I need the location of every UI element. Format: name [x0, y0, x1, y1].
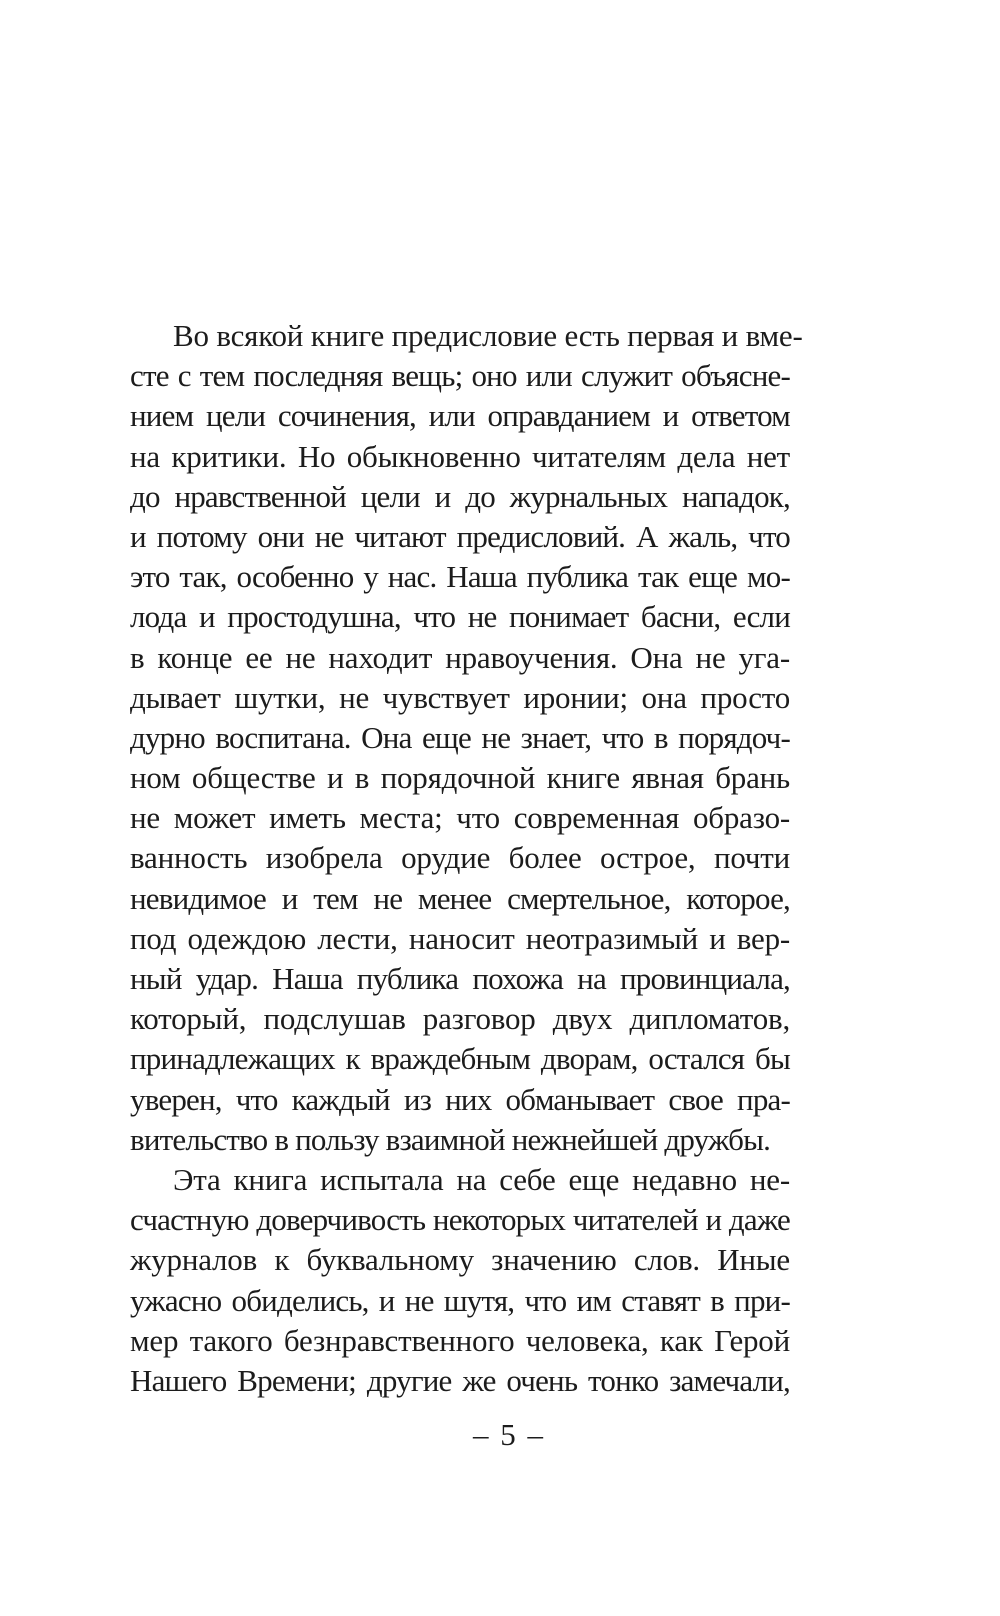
text-line: сте с тем последняя вещь; оно или служит объясне-	[130, 358, 790, 394]
text-line: дывает шутки, не чувствует иронии; она просто	[130, 679, 790, 715]
text-line: Эта книга испытала на себе еще недавно не-	[173, 1161, 790, 1197]
text-line: не может иметь места; что современная образо-	[130, 800, 790, 836]
page-number: – 5 –	[473, 1417, 545, 1452]
text-line: на критики. Но обыкновенно читателям дела нет	[130, 438, 790, 474]
text-line: Во всякой книге предисловие есть первая и вме-	[173, 318, 803, 353]
body-text	[130, 316, 803, 1401]
text-line: уверен, что каждый из них обманывает свое пра-	[130, 1081, 790, 1117]
paragraph-1	[130, 316, 803, 1160]
text-line: ный удар. Наша публика похожа на провинциала,	[130, 961, 790, 996]
text-line: Нашего Времени; другие же очень тонко замечали,	[130, 1362, 790, 1398]
text-line: в конце ее не находит нравоучения. Она не уга-	[130, 639, 790, 675]
text-line: под одеждою лести, наносит неотразимый и вер-	[130, 920, 790, 956]
text-line: счастную доверчивость некоторых читателей и даже	[130, 1202, 790, 1238]
text-line: ном обществе и в порядочной книге явная брань	[130, 760, 790, 796]
text-line: ванность изобрела орудие более острое, почти	[130, 840, 790, 876]
text-line: дурно воспитана. Она еще не знает, что в порядоч-	[130, 719, 790, 755]
text-line: нием цели сочинения, или оправданием и ответом	[130, 398, 790, 434]
text-line: мер такого безнравственного человека, как Герой	[130, 1322, 790, 1358]
text-line: принадлежащих к враждебным дворам, остался бы	[130, 1041, 790, 1077]
text-line: ужасно обиделись, и не шутя, что им ставят в при-	[130, 1282, 790, 1318]
text-line: который, подслушав разговор двух дипломатов,	[130, 1001, 790, 1037]
text-line: невидимое и тем не менее смертельное, которое,	[130, 880, 790, 916]
text-line: и потому они не читают предисловий. А жаль, что	[130, 518, 790, 554]
text-line: до нравственной цели и до журнальных нападок,	[130, 478, 790, 514]
text-line: это так, особенно у нас. Наша публика так еще мо-	[130, 559, 790, 595]
paragraph-2	[130, 1160, 790, 1401]
text-line: лода и простодушна, что не понимает басни, если	[130, 599, 790, 635]
text-line: вительство в пользу взаимной нежнейшей дружбы.	[130, 1121, 771, 1157]
text-line: журналов к буквальному значению слов. Иные	[130, 1242, 790, 1278]
